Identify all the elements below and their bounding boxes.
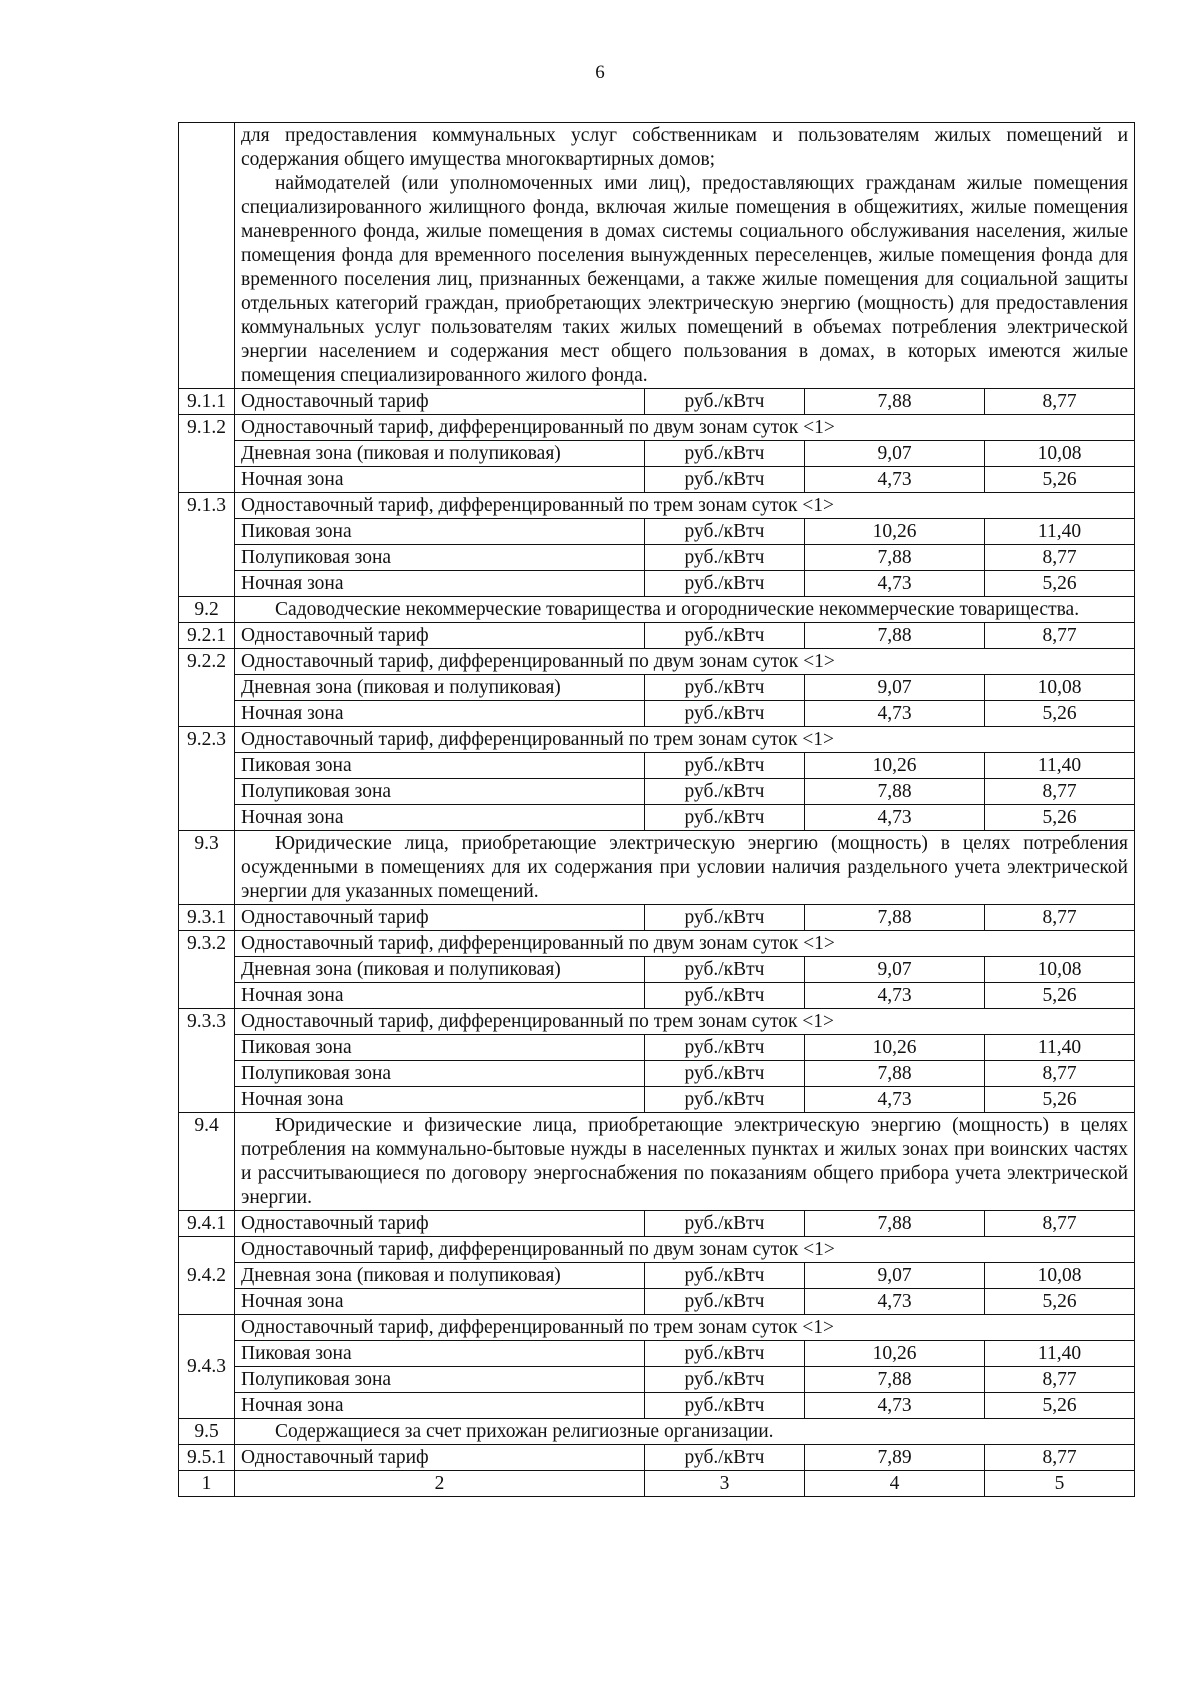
unit: руб./кВтч	[645, 1263, 805, 1289]
tariff-name: Одноставочный тариф, дифференцированный по трем зонам суток <1>	[235, 493, 1135, 519]
table-row	[179, 753, 1135, 779]
value-period-1: 7,88	[805, 623, 985, 649]
row-number: 9.3.3	[179, 1009, 235, 1113]
value-period-2: 5,26	[985, 467, 1135, 493]
value-period-1: 10,26	[805, 519, 985, 545]
tariff-name: Одноставочный тариф, дифференцированный по двум зонам суток <1>	[235, 649, 1135, 675]
table-row	[179, 1035, 1135, 1061]
table-row	[179, 1237, 1135, 1263]
value-period-1: 7,88	[805, 1211, 985, 1237]
row-number: 9.2.2	[179, 649, 235, 727]
table-row	[179, 675, 1135, 701]
table-row	[179, 1061, 1135, 1087]
row-number: 9.3.1	[179, 905, 235, 931]
row-number: 9.5	[179, 1419, 235, 1445]
value-period-2: 11,40	[985, 753, 1135, 779]
unit: руб./кВтч	[645, 1289, 805, 1315]
value-period-1: 4,73	[805, 571, 985, 597]
zone-name: Дневная зона (пиковая и полупиковая)	[235, 675, 645, 701]
zone-name: Ночная зона	[235, 1393, 645, 1419]
table-row	[179, 571, 1135, 597]
row-number: 9.1.3	[179, 493, 235, 597]
section-title: Садоводческие некоммерческие товарищества и огороднические некоммерческие товарищества.	[235, 597, 1135, 623]
unit: руб./кВтч	[645, 779, 805, 805]
section-title: Содержащиеся за счет прихожан религиозные организации.	[235, 1419, 1135, 1445]
value-period-1: 9,07	[805, 957, 985, 983]
value-period-2: 10,08	[985, 957, 1135, 983]
table-row	[179, 1315, 1135, 1341]
unit: руб./кВтч	[645, 753, 805, 779]
value-period-2: 11,40	[985, 1035, 1135, 1061]
tariff-name: Одноставочный тариф	[235, 389, 645, 415]
tariff-name: Одноставочный тариф	[235, 1211, 645, 1237]
zone-name: Пиковая зона	[235, 1035, 645, 1061]
unit: руб./кВтч	[645, 623, 805, 649]
value-period-1: 7,88	[805, 1367, 985, 1393]
row-number-cell	[179, 123, 235, 389]
table-row	[179, 467, 1135, 493]
unit: руб./кВтч	[645, 545, 805, 571]
unit: руб./кВтч	[645, 1445, 805, 1471]
value-period-2: 11,40	[985, 1341, 1135, 1367]
unit: руб./кВтч	[645, 983, 805, 1009]
value-period-1: 7,88	[805, 389, 985, 415]
column-number: 2	[235, 1471, 645, 1497]
page-number: 6	[595, 62, 605, 83]
table-row	[179, 1087, 1135, 1113]
unit: руб./кВтч	[645, 1087, 805, 1113]
value-period-2: 8,77	[985, 1367, 1135, 1393]
table-row	[179, 831, 1135, 905]
row-number: 9.2	[179, 597, 235, 623]
table-row	[179, 649, 1135, 675]
value-period-1: 7,88	[805, 779, 985, 805]
unit: руб./кВтч	[645, 1367, 805, 1393]
value-period-2: 5,26	[985, 571, 1135, 597]
value-period-2: 5,26	[985, 1393, 1135, 1419]
table-row	[179, 1445, 1135, 1471]
value-period-2: 8,77	[985, 1061, 1135, 1087]
row-number: 9.4.2	[179, 1237, 235, 1315]
section-title: Юридические лица, приобретающие электрическую энергию (мощность) в целях потребления осужденными в помещениях для их содержания при условии наличия раздельного учета электрической энергии для указанных помещений.	[235, 831, 1135, 905]
value-period-2: 8,77	[985, 779, 1135, 805]
unit: руб./кВтч	[645, 1035, 805, 1061]
table-row	[179, 123, 1135, 389]
value-period-1: 10,26	[805, 1341, 985, 1367]
row-number: 9.4.1	[179, 1211, 235, 1237]
value-period-1: 7,88	[805, 545, 985, 571]
value-period-2: 5,26	[985, 983, 1135, 1009]
intro-paragraph: наймодателей (или уполномоченных ими лиц), предоставляющих гражданам жилые помещения специализированного жилищного фонда, включая жилые помещения в общежитиях, жилые помещения маневренного фонда, жилые помещения в домах системы социального обслуживания населения, жилые помещения фонда для временного поселения вынужденных переселенцев, жилые помещения фонда для временного поселения лиц, признанных беженцами, а также жилые помещения для социальной защиты отдельных категорий граждан, приобретающих электрическую энергию (мощность) для предоставления коммунальных услуг пользователям таких жилых помещений в объемах потребления электрической энергии населением и содержания мест общего пользования в домах, в которых имеются жилые помещения специализированного жилого фонда.	[241, 173, 1128, 386]
table-row	[179, 441, 1135, 467]
table-row	[179, 1393, 1135, 1419]
zone-name: Ночная зона	[235, 1289, 645, 1315]
tariff-name: Одноставочный тариф, дифференцированный по трем зонам суток <1>	[235, 1315, 1135, 1341]
value-period-2: 10,08	[985, 1263, 1135, 1289]
zone-name: Полупиковая зона	[235, 779, 645, 805]
value-period-2: 5,26	[985, 1087, 1135, 1113]
unit: руб./кВтч	[645, 571, 805, 597]
value-period-1: 4,73	[805, 467, 985, 493]
table-row	[179, 1341, 1135, 1367]
table-row	[179, 701, 1135, 727]
table-row	[179, 805, 1135, 831]
table-row	[179, 545, 1135, 571]
tariff-name: Одноставочный тариф, дифференцированный по трем зонам суток <1>	[235, 727, 1135, 753]
unit: руб./кВтч	[645, 389, 805, 415]
table-row	[179, 779, 1135, 805]
value-period-2: 10,08	[985, 441, 1135, 467]
zone-name: Ночная зона	[235, 571, 645, 597]
tariff-name: Одноставочный тариф, дифференцированный по двум зонам суток <1>	[235, 931, 1135, 957]
value-period-1: 9,07	[805, 675, 985, 701]
zone-name: Пиковая зона	[235, 1341, 645, 1367]
value-period-1: 4,73	[805, 983, 985, 1009]
table-row	[179, 983, 1135, 1009]
tariff-name: Одноставочный тариф, дифференцированный по трем зонам суток <1>	[235, 1009, 1135, 1035]
value-period-1: 10,26	[805, 753, 985, 779]
row-number: 9.1.2	[179, 415, 235, 493]
zone-name: Полупиковая зона	[235, 1367, 645, 1393]
value-period-2: 5,26	[985, 701, 1135, 727]
table-row	[179, 931, 1135, 957]
unit: руб./кВтч	[645, 467, 805, 493]
unit: руб./кВтч	[645, 957, 805, 983]
table-row	[179, 493, 1135, 519]
tariff-name: Одноставочный тариф, дифференцированный по двум зонам суток <1>	[235, 1237, 1135, 1263]
tariff-table	[178, 122, 1135, 1497]
value-period-2: 8,77	[985, 623, 1135, 649]
table-row	[179, 1263, 1135, 1289]
intro-text-cell	[235, 123, 1135, 389]
tariff-name: Одноставочный тариф, дифференцированный по двум зонам суток <1>	[235, 415, 1135, 441]
value-period-1: 10,26	[805, 1035, 985, 1061]
unit: руб./кВтч	[645, 675, 805, 701]
table-row	[179, 1211, 1135, 1237]
intro-paragraph: для предоставления коммунальных услуг собственникам и пользователям жилых помещений и содержания общего имущества многоквартирных домов;	[241, 125, 1128, 170]
row-number: 9.5.1	[179, 1445, 235, 1471]
column-number: 1	[179, 1471, 235, 1497]
column-number-row	[179, 1471, 1135, 1497]
value-period-2: 11,40	[985, 519, 1135, 545]
table-row	[179, 905, 1135, 931]
tariff-name: Одноставочный тариф	[235, 623, 645, 649]
unit: руб./кВтч	[645, 519, 805, 545]
zone-name: Пиковая зона	[235, 753, 645, 779]
table-row	[179, 957, 1135, 983]
unit: руб./кВтч	[645, 701, 805, 727]
table-row	[179, 597, 1135, 623]
table-row	[179, 389, 1135, 415]
zone-name: Дневная зона (пиковая и полупиковая)	[235, 441, 645, 467]
value-period-1: 4,73	[805, 1289, 985, 1315]
zone-name: Ночная зона	[235, 983, 645, 1009]
value-period-2: 5,26	[985, 805, 1135, 831]
value-period-2: 10,08	[985, 675, 1135, 701]
zone-name: Ночная зона	[235, 1087, 645, 1113]
table-row	[179, 727, 1135, 753]
row-number: 9.4.3	[179, 1315, 235, 1419]
table-row	[179, 1367, 1135, 1393]
unit: руб./кВтч	[645, 1211, 805, 1237]
value-period-2: 8,77	[985, 389, 1135, 415]
row-number: 9.3	[179, 831, 235, 905]
zone-name: Дневная зона (пиковая и полупиковая)	[235, 957, 645, 983]
table-row	[179, 1113, 1135, 1211]
value-period-2: 8,77	[985, 905, 1135, 931]
value-period-1: 4,73	[805, 1087, 985, 1113]
zone-name: Полупиковая зона	[235, 545, 645, 571]
tariff-name: Одноставочный тариф	[235, 1445, 645, 1471]
value-period-2: 8,77	[985, 1211, 1135, 1237]
row-number: 9.2.3	[179, 727, 235, 831]
value-period-2: 5,26	[985, 1289, 1135, 1315]
section-title: Юридические и физические лица, приобретающие электрическую энергию (мощность) в целях потребления на коммунально-бытовые нужды в населенных пунктах и жилых зонах при воинских частях и рассчитывающиеся по договору энергоснабжения по показаниям общего прибора учета электрической энергии.	[235, 1113, 1135, 1211]
unit: руб./кВтч	[645, 905, 805, 931]
row-number: 9.3.2	[179, 931, 235, 1009]
table-row	[179, 1289, 1135, 1315]
value-period-1: 7,89	[805, 1445, 985, 1471]
unit: руб./кВтч	[645, 1061, 805, 1087]
unit: руб./кВтч	[645, 441, 805, 467]
table-row	[179, 519, 1135, 545]
table-row	[179, 1419, 1135, 1445]
row-number: 9.1.1	[179, 389, 235, 415]
table-row	[179, 415, 1135, 441]
zone-name: Ночная зона	[235, 701, 645, 727]
value-period-2: 8,77	[985, 545, 1135, 571]
zone-name: Полупиковая зона	[235, 1061, 645, 1087]
column-number: 4	[805, 1471, 985, 1497]
tariff-name: Одноставочный тариф	[235, 905, 645, 931]
row-number: 9.2.1	[179, 623, 235, 649]
zone-name: Ночная зона	[235, 467, 645, 493]
column-number: 3	[645, 1471, 805, 1497]
zone-name: Ночная зона	[235, 805, 645, 831]
unit: руб./кВтч	[645, 1341, 805, 1367]
row-number: 9.4	[179, 1113, 235, 1211]
value-period-1: 4,73	[805, 805, 985, 831]
zone-name: Пиковая зона	[235, 519, 645, 545]
column-number: 5	[985, 1471, 1135, 1497]
value-period-1: 4,73	[805, 1393, 985, 1419]
value-period-1: 9,07	[805, 1263, 985, 1289]
zone-name: Дневная зона (пиковая и полупиковая)	[235, 1263, 645, 1289]
unit: руб./кВтч	[645, 1393, 805, 1419]
table-row	[179, 1009, 1135, 1035]
value-period-1: 4,73	[805, 701, 985, 727]
value-period-1: 9,07	[805, 441, 985, 467]
table-row	[179, 623, 1135, 649]
value-period-1: 7,88	[805, 1061, 985, 1087]
value-period-1: 7,88	[805, 905, 985, 931]
unit: руб./кВтч	[645, 805, 805, 831]
value-period-2: 8,77	[985, 1445, 1135, 1471]
